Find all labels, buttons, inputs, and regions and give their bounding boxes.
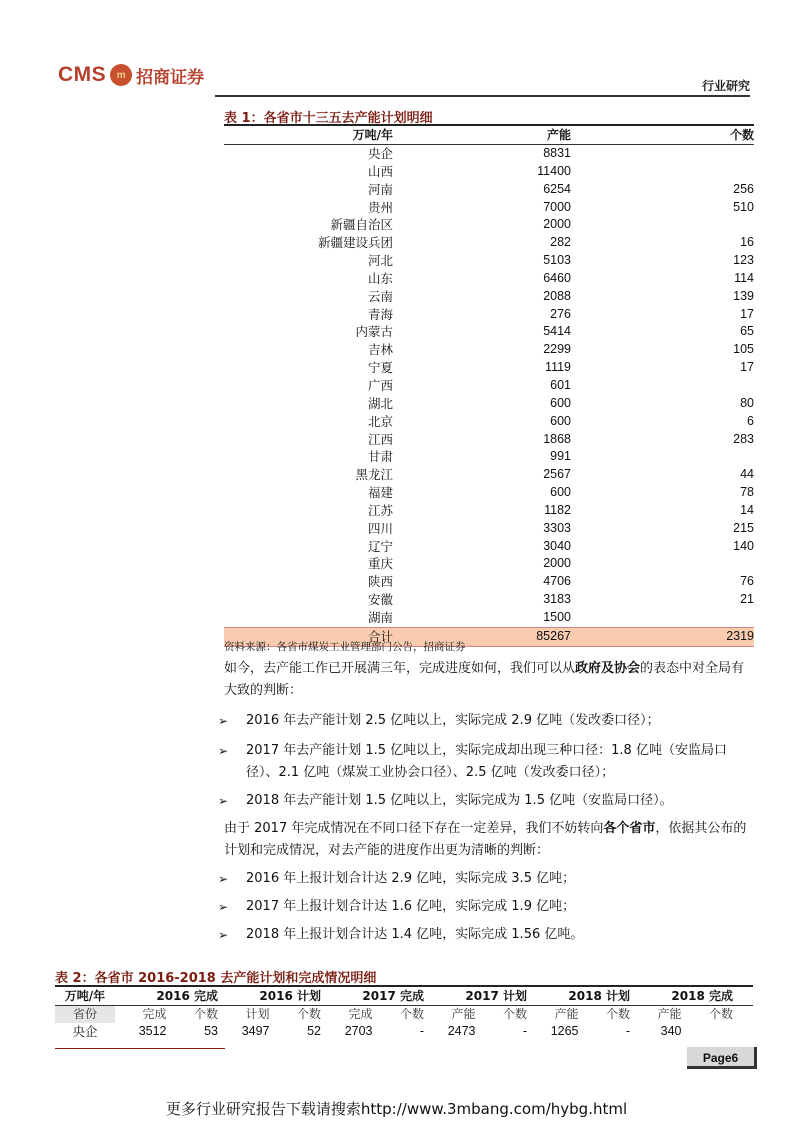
table2-sub-header: 个数	[296, 1007, 321, 1021]
bullet-2016-provincial	[218, 868, 754, 890]
province-name: 安徽	[367, 592, 393, 608]
count-value	[571, 609, 754, 627]
table2-sub-header: 完成	[142, 1007, 167, 1021]
section-label: 行业研究	[701, 79, 750, 93]
table2	[55, 985, 753, 1040]
province-name: 新疆自治区	[330, 217, 393, 233]
company-logo	[58, 62, 204, 88]
total-label: 合计	[367, 628, 393, 644]
table1-row	[224, 306, 754, 324]
count-value: 123	[733, 253, 754, 268]
table2-cell: -	[419, 1024, 424, 1038]
table1-row	[224, 484, 754, 502]
paragraph-2-text-b: ，依据其公布的计划和完成情况，对去产能的进度作出更为清晰的判断：	[224, 821, 747, 858]
paragraph-1-bold: 政府及协会	[575, 661, 641, 676]
table2-group-header: 2018 计划	[568, 989, 630, 1003]
table2-cell: 3497	[241, 1024, 270, 1038]
page-number: Page6	[687, 1047, 757, 1069]
bullet-text: 2016 年上报计划合计达 2.9 亿吨，实际完成 3.5 亿吨；	[246, 871, 576, 886]
paragraph-2-text-a: 由于 2017 年完成情况在不同口径下存在一定差异，我们不妨转向	[224, 821, 604, 836]
logo-chinese-name: 招商证券	[136, 67, 205, 88]
count-value: 114	[734, 270, 754, 285]
logo-mark-letter: m	[116, 69, 126, 81]
table2-cell: -	[625, 1024, 630, 1038]
table1-row	[224, 520, 754, 538]
table1-header-row	[224, 124, 754, 145]
province-name: 江西	[367, 431, 393, 447]
table1-body	[224, 145, 754, 627]
capacity-value: 1182	[544, 502, 571, 517]
province-name: 广西	[367, 377, 393, 393]
table1-row	[224, 573, 754, 591]
province-name: 辽宁	[367, 538, 393, 554]
province-name: 央企	[72, 1024, 98, 1039]
province-name: 云南	[367, 288, 393, 304]
table1	[224, 124, 754, 647]
province-name: 青海	[367, 306, 393, 322]
table1-header-count: 个数	[729, 128, 754, 142]
table2-group-header: 2018 完成	[671, 989, 733, 1003]
paragraph-2	[224, 818, 754, 862]
table1-header-capacity: 产能	[546, 128, 571, 142]
count-value: 44	[740, 467, 754, 482]
capacity-value: 8831	[543, 146, 571, 160]
province-name: 四川	[367, 520, 393, 536]
table1-source-note: 资料来源：各省市煤炭工业管理部门公告，招商证券	[224, 641, 466, 653]
count-value: 140	[733, 538, 754, 553]
bullet-text: 2018 年去产能计划 1.5 亿吨以上，实际完成为 1.5 亿吨（安监局口径）。	[246, 793, 673, 808]
table2-sub-header: 完成	[348, 1007, 373, 1021]
table1-row	[224, 502, 754, 520]
count-value	[571, 377, 754, 395]
province-name: 河北	[367, 253, 393, 269]
footnote-divider	[55, 1048, 225, 1049]
province-name: 陕西	[367, 574, 393, 590]
province-name: 黑龙江	[355, 467, 393, 483]
province-name: 甘肃	[367, 449, 393, 465]
table2-body	[55, 1023, 753, 1040]
province-name: 湖北	[367, 395, 393, 411]
province-name: 宁夏	[367, 360, 393, 376]
province-name: 内蒙古	[355, 324, 393, 340]
count-value: 76	[740, 574, 754, 589]
table2-group-header-row	[55, 985, 753, 1006]
count-value: 21	[740, 592, 754, 607]
table2-cell: 1265	[550, 1024, 579, 1038]
count-value: 6	[747, 413, 754, 428]
table2-header-unit: 万吨/年	[64, 989, 106, 1003]
table1-row	[224, 252, 754, 270]
capacity-value: 1500	[543, 609, 571, 624]
table1-row	[224, 448, 754, 466]
total-capacity: 85267	[536, 628, 571, 643]
table1-row	[224, 395, 754, 413]
table2-group-header: 2016 计划	[259, 989, 321, 1003]
bullet-text: 2017 年上报计划合计达 1.6 亿吨，实际完成 1.9 亿吨；	[246, 899, 576, 914]
bullet-2018-national	[218, 790, 754, 812]
capacity-value: 600	[550, 485, 571, 500]
table2-sub-header: 产能	[451, 1007, 476, 1021]
table2-cell: 2473	[447, 1024, 476, 1038]
count-value	[571, 448, 754, 466]
capacity-value: 2000	[543, 556, 571, 571]
paragraph-1-text-a: 如今，去产能工作已开展满三年，完成进度如何，我们可以从	[224, 661, 576, 676]
province-name: 福建	[367, 485, 393, 501]
count-value: 256	[733, 181, 754, 196]
province-name: 山东	[367, 270, 393, 286]
table2-sub-header: 产能	[554, 1007, 579, 1021]
capacity-value: 276	[550, 306, 571, 321]
province-name: 重庆	[367, 556, 393, 572]
count-value: 139	[733, 288, 754, 303]
capacity-value: 6460	[543, 270, 571, 285]
table2-sub-header: 个数	[193, 1007, 218, 1021]
table2-sub-header: 产能	[657, 1007, 682, 1021]
count-value	[571, 145, 754, 163]
table2-cell	[682, 1023, 734, 1040]
table2-sub-header: 个数	[502, 1007, 527, 1021]
table2-sub-header: 计划	[245, 1007, 270, 1021]
table1-row	[224, 270, 754, 288]
table2-title: 表 2：各省市 2016-2018 去产能计划和完成情况明细	[55, 971, 377, 986]
table2-cell: 52	[307, 1024, 321, 1038]
table2-cell: 2703	[344, 1024, 373, 1038]
bullet-2016-national	[218, 710, 754, 732]
table2-cell: 340	[660, 1024, 682, 1038]
table2-cell: 53	[204, 1024, 218, 1038]
count-value: 65	[740, 324, 754, 339]
province-name: 央企	[367, 146, 393, 161]
table2-cell: -	[522, 1024, 527, 1038]
count-value: 510	[733, 199, 754, 214]
bullet-2018-provincial	[218, 924, 754, 946]
count-value: 17	[740, 360, 754, 375]
count-value	[571, 163, 754, 181]
province-name: 北京	[367, 413, 393, 429]
paragraph-1	[224, 658, 754, 702]
table2-sub-header: 个数	[708, 1007, 733, 1021]
capacity-value: 3040	[543, 538, 571, 553]
table1-row	[224, 234, 754, 252]
table1-row	[224, 163, 754, 181]
count-value	[571, 216, 754, 234]
capacity-value: 4706	[543, 574, 571, 589]
capacity-value: 600	[550, 395, 571, 410]
total-count: 2319	[726, 628, 754, 643]
table1-row	[224, 181, 754, 199]
capacity-value: 2299	[543, 342, 571, 357]
count-value: 17	[740, 306, 754, 321]
arrow-bullet-icon: ➢	[218, 872, 229, 886]
bullet-text: 2018 年上报计划合计达 1.4 亿吨，实际完成 1.56 亿吨。	[246, 927, 584, 942]
table1-row	[224, 216, 754, 234]
count-value: 283	[733, 431, 754, 446]
capacity-value: 2000	[543, 217, 571, 232]
capacity-value: 2088	[543, 288, 571, 303]
table2-group-header: 2017 计划	[465, 989, 527, 1003]
capacity-value: 3183	[543, 592, 571, 607]
table1-row	[224, 413, 754, 431]
arrow-bullet-icon: ➢	[218, 794, 229, 808]
capacity-value: 991	[550, 449, 571, 464]
capacity-value: 600	[550, 413, 571, 428]
bullet-2017-national	[218, 740, 754, 784]
table1-row	[224, 288, 754, 306]
capacity-value: 1868	[543, 431, 571, 446]
capacity-value: 6254	[543, 181, 571, 196]
table2-sub-header: 个数	[399, 1007, 424, 1021]
table1-row	[224, 591, 754, 609]
province-name: 吉林	[367, 342, 393, 358]
table1-row	[224, 377, 754, 395]
arrow-bullet-icon: ➢	[218, 900, 229, 914]
count-value: 215	[733, 520, 754, 535]
table1-row	[224, 341, 754, 359]
count-value: 14	[740, 502, 754, 517]
capacity-value: 2567	[543, 467, 571, 482]
capacity-value: 601	[550, 377, 571, 392]
capacity-value: 1119	[545, 360, 571, 375]
table1-header-unit: 万吨/年	[352, 128, 393, 142]
province-name: 新疆建设兵团	[317, 235, 393, 251]
table2-row	[55, 1023, 753, 1040]
table1-row	[224, 145, 754, 163]
paragraph-2-bold: 各个省市	[603, 821, 656, 836]
table2-group-header: 2017 完成	[362, 989, 424, 1003]
table2-header-province: 省份	[55, 1006, 115, 1023]
province-name: 湖南	[367, 609, 393, 625]
capacity-value: 5103	[543, 253, 571, 268]
table2-sub-header-row	[55, 1006, 753, 1023]
capacity-value: 5414	[543, 324, 571, 339]
download-link-text: 更多行业研究报告下载请搜索http://www.3mbang.com/hybg.html	[165, 1100, 628, 1118]
arrow-bullet-icon: ➢	[218, 714, 229, 728]
table2-sub-header: 个数	[605, 1007, 630, 1021]
table1-row	[224, 359, 754, 377]
arrow-bullet-icon: ➢	[218, 928, 229, 942]
arrow-bullet-icon: ➢	[218, 744, 229, 758]
table2-group-header: 2016 完成	[156, 989, 218, 1003]
province-name: 河南	[367, 181, 393, 197]
table1-row	[224, 431, 754, 449]
table2-cell: 3512	[138, 1024, 167, 1038]
count-value	[571, 555, 754, 573]
bullet-2017-provincial	[218, 896, 754, 918]
count-value: 78	[740, 485, 754, 500]
table1-row	[224, 609, 754, 627]
table1-row	[224, 466, 754, 484]
table1-row	[224, 538, 754, 556]
logo-emblem-icon	[110, 64, 132, 86]
paragraph-1-text-b: 的表态中对全局有大致的判断：	[224, 661, 745, 698]
table1-title: 表 1：各省市十三五去产能计划明细	[224, 111, 433, 126]
capacity-value: 3303	[543, 520, 571, 535]
province-name: 山西	[367, 163, 393, 179]
bullet-text: 2016 年去产能计划 2.5 亿吨以上，实际完成 2.9 亿吨（发改委口径）；	[246, 713, 660, 728]
count-value: 16	[740, 235, 754, 250]
capacity-value: 7000	[543, 199, 571, 214]
capacity-value: 11400	[537, 163, 571, 178]
table1-row	[224, 555, 754, 573]
table1-row	[224, 323, 754, 341]
bullet-text: 2017 年去产能计划 1.5 亿吨以上，实际完成却出现三种口径：1.8 亿吨（安监局口径）、2.1 亿吨（煤炭工业协会口径）、2.5 亿吨（发改委口径）；	[246, 743, 727, 780]
count-value: 80	[740, 395, 754, 410]
header-divider	[215, 95, 750, 97]
count-value: 105	[733, 342, 754, 357]
province-name: 贵州	[367, 199, 393, 215]
capacity-value: 282	[550, 235, 571, 250]
table1-row	[224, 199, 754, 217]
province-name: 江苏	[367, 502, 393, 518]
logo-text: CMS	[58, 63, 107, 86]
